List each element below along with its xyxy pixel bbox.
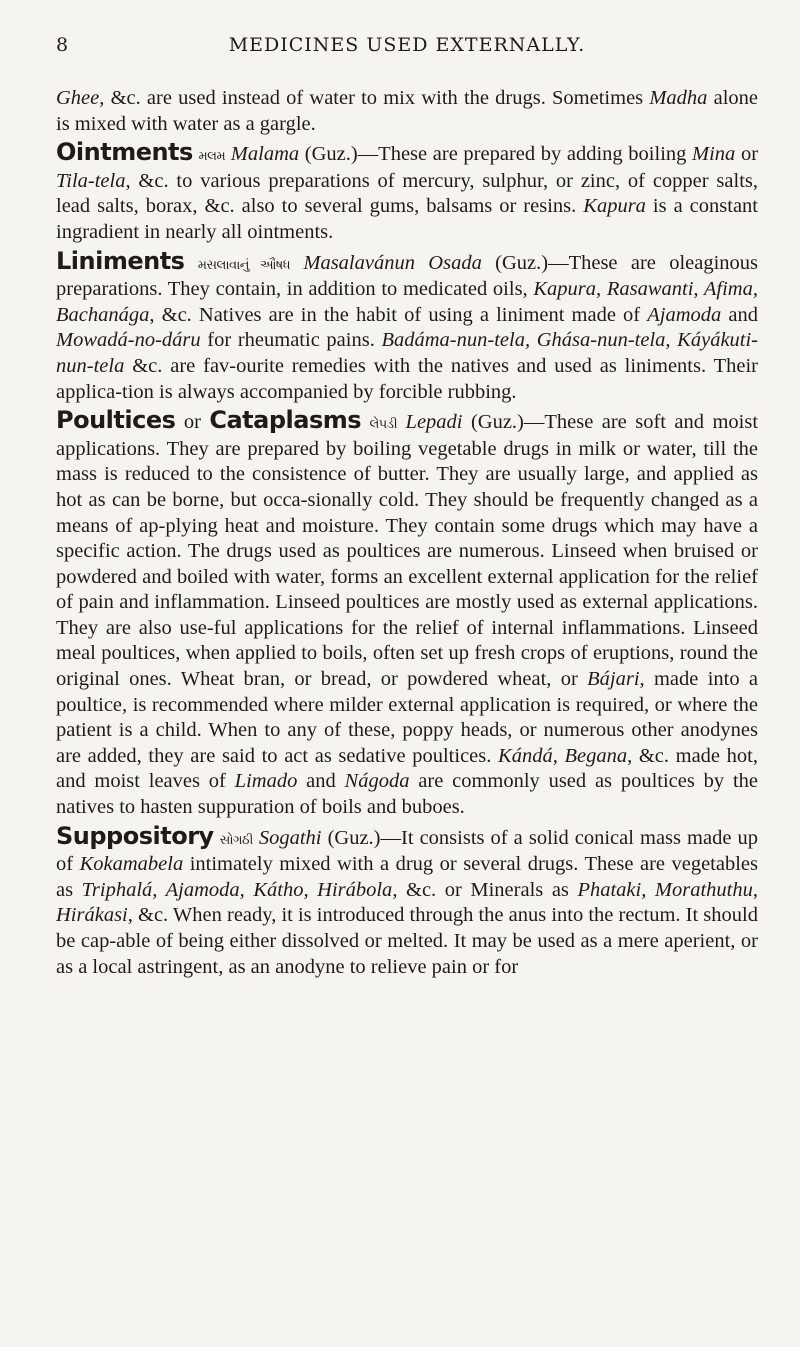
term-ajamoda: Ajamoda [647, 303, 722, 326]
term-mina: Mina [692, 143, 736, 166]
term-kokamabela: Kokamabela [79, 853, 184, 876]
poultices-text-3: , &c. made hot, and moist leaves of [56, 744, 758, 793]
term-limado: Limado [234, 770, 298, 793]
suppository-gujarati: સોગઠી [219, 831, 253, 847]
suppository-text-2: intimately mixed with a drug or several drugs. These are vegetables as [56, 853, 759, 901]
suppository-vernacular: Sogathi [258, 826, 322, 849]
term-kapura: Kapura [583, 195, 646, 218]
term-bajari: Bájari [587, 668, 640, 691]
poultices-text-1: (Guz.)—These are soft and moist applications. They are prepared by boiling vegetable drugs in milk or water, till the mass is reduced to the consistence of butter. They are usually large, and applied as hot as can be borne, but occa-sionally cold. They should be frequently changed as a means of ap-plying heat and moisture. They contain some drugs which may have a specific action. The drugs used as poultices are numerous. Linseed when bruised or powdered and boiled with water, forms an excellent external application for the relief of pain and inflammation. Linseed poultices are mostly used as external applications. They are also use-ful applications for the relief of internal inflammations. Linseed meal poultices, when applied to boils, often set up fresh crops of eruptions, round the original ones. Wheat bran, or bread, or powdered wheat, or [56, 411, 759, 691]
suppository-list-2: Phataki, Morathuthu, Hirákasi [56, 878, 758, 927]
term-ghee: Ghee [56, 87, 100, 109]
heading-poultices: Poultices [56, 406, 176, 435]
intro-text-1: , &c. are used instead of water to mix with the drugs. Sometimes [99, 87, 650, 109]
poultices-gujarati: લેપડી [369, 416, 398, 432]
liniments-text-3: and [721, 303, 758, 326]
heading-cataplasms: Cataplasms [209, 406, 362, 435]
suppository-text-1: (Guz.)—It consists of a solid conical mass made up of [56, 826, 759, 876]
liniments-list-1: Kapura, Rasawanti, Afima, Bachanága [56, 278, 758, 326]
heading-liniments: Liniments [56, 246, 185, 275]
poultices-list-1: Kándá, Begana [498, 744, 628, 767]
liniments-text-1: (Guz.)—These are oleaginous preparations. They contain, in addition to medicated oils, [56, 251, 759, 301]
poultices-text-2: , made into a poultice, is recommended where milder external application is required, or where the patient is a child. When to any of these, poppy heads, or numerous other anodynes are added, they are said to act as sedative poultices. [56, 668, 758, 767]
suppository-text-4: , &c. When ready, it is introduced through the anus into the rectum. It should be cap-able of being either dissolved or melted. It may be used as a mere aperient, or as a local astringent, as an anodyne to relieve pain or for [56, 904, 758, 978]
ointments-gujarati: મલમ [198, 148, 226, 164]
intro-paragraph [56, 86, 758, 137]
ointments-text-4: is a constant ingradient in nearly all ointments. [56, 195, 758, 243]
page-header [56, 26, 758, 86]
poultices-or: or [175, 411, 210, 434]
poultices-paragraph [56, 408, 758, 821]
liniments-gujarati: મસલાવાનું ઔષધ [197, 256, 291, 272]
heading-ointments: Ointments [56, 138, 193, 167]
ointments-vernacular: Malama [230, 143, 300, 166]
liniments-text-2: , &c. Natives are in the habit of using a liniment made of [149, 303, 648, 326]
liniments-vernacular: Masalavánun Osada [303, 251, 482, 274]
ointments-text-1: (Guz.)—These are prepared by adding boiling [299, 143, 693, 166]
running-title: MEDICINES USED EXTERNALLY. [228, 34, 586, 56]
liniments-text-4: for rheumatic pains. [200, 329, 382, 352]
heading-suppository: Suppository [56, 821, 214, 850]
ointments-paragraph [56, 140, 758, 245]
poultices-text-5: are commonly used as poultices by the natives to hasten suppuration of boils and buboes. [56, 770, 758, 819]
poultices-vernacular: Lepadi [405, 411, 463, 434]
suppository-paragraph [56, 821, 759, 981]
liniments-paragraph [56, 246, 759, 406]
page-body [56, 86, 758, 980]
page-number: 8 [56, 34, 70, 56]
term-tila-tela: Tila-tela [56, 169, 126, 192]
intro-text-2: alone is mixed with water as a gargle. [56, 87, 758, 135]
ointments-text-3: , &c. to various preparations of mercury, sulphur, or zinc, of copper salts, lead salts, borax, &c. also to several gums, balsams or resins. [56, 169, 758, 218]
suppository-text-3: , &c. or Minerals as [392, 878, 578, 901]
term-madha: Madha [649, 87, 708, 109]
poultices-text-4: and [297, 770, 345, 793]
term-nagoda: Nágoda [344, 770, 410, 793]
liniments-list-2: Badáma-nun-tela, Ghása-nun-tela, Káyákuti-nun-tela [56, 329, 759, 377]
suppository-list-1: Triphalá, Ajamoda, Kátho, Hirábola [81, 878, 393, 901]
liniments-text-5: &c. are fav-ourite remedies with the natives and used as liniments. Their applica-tion is always accompanied by forcible rubbing. [56, 354, 758, 403]
ointments-text-2: or [735, 143, 759, 166]
term-mowada: Mowadá-no-dáru [56, 329, 201, 352]
